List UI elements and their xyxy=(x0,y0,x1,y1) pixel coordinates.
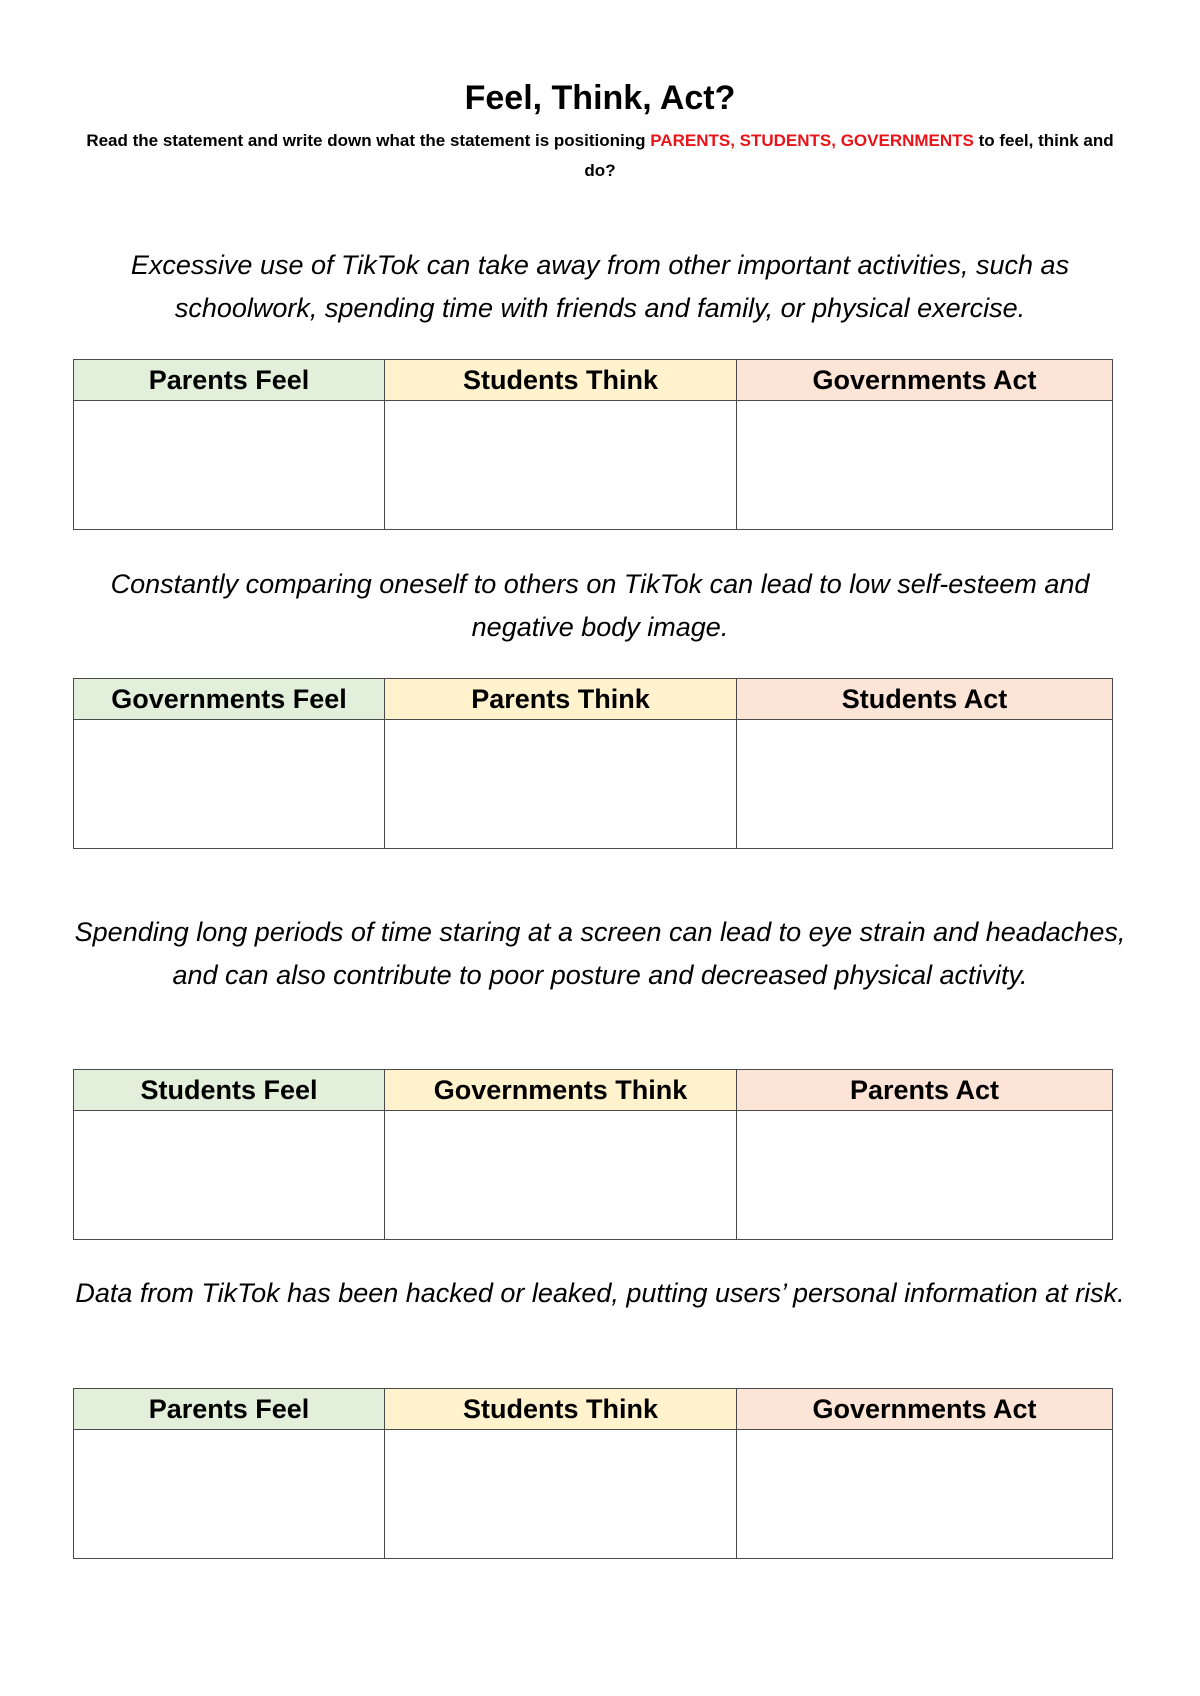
answer-cell-act[interactable] xyxy=(737,720,1113,849)
answer-cell-feel[interactable] xyxy=(74,1430,385,1559)
answer-cell-feel[interactable] xyxy=(74,720,385,849)
answer-cell-think[interactable] xyxy=(385,401,737,530)
table-answer-row xyxy=(74,1111,1113,1240)
instructions-text-start: Read the statement and write down what the statement is positioning xyxy=(86,131,651,150)
column-header-act: Parents Act xyxy=(737,1070,1113,1111)
statement-3: Spending long periods of time staring at a screen can lead to eye strain and headaches, and can also contribute to poor posture and decreased physical activity. xyxy=(74,917,1126,990)
answer-cell-think[interactable] xyxy=(385,1111,737,1240)
answer-cell-feel[interactable] xyxy=(74,1111,385,1240)
column-header-feel: Parents Feel xyxy=(74,1389,385,1430)
column-header-act: Governments Act xyxy=(737,1389,1113,1430)
page-title: Feel, Think, Act? xyxy=(464,79,736,117)
instructions-highlight: PARENTS, STUDENTS, GOVERNMENTS xyxy=(650,131,974,150)
column-header-feel: Governments Feel xyxy=(74,679,385,720)
table-header-row xyxy=(74,1070,1113,1111)
column-header-act: Students Act xyxy=(737,679,1113,720)
column-header-think: Parents Think xyxy=(385,679,737,720)
answer-cell-think[interactable] xyxy=(385,1430,737,1559)
table-header-row xyxy=(74,679,1113,720)
answer-cell-think[interactable] xyxy=(385,720,737,849)
answer-cell-act[interactable] xyxy=(737,1111,1113,1240)
answer-cell-act[interactable] xyxy=(737,401,1113,530)
column-header-act: Governments Act xyxy=(737,360,1113,401)
answer-cell-act[interactable] xyxy=(737,1430,1113,1559)
statement-1: Excessive use of TikTok can take away from other important activities, such as schoolwork, spending time with friends and family, or physical exercise. xyxy=(130,250,1070,323)
instructions xyxy=(80,126,1120,186)
column-header-think: Students Think xyxy=(385,1389,737,1430)
column-header-feel: Students Feel xyxy=(74,1070,385,1111)
table-answer-row xyxy=(74,401,1113,530)
table-answer-row xyxy=(74,1430,1113,1559)
table-header-row xyxy=(74,360,1113,401)
table-answer-row xyxy=(74,720,1113,849)
table-header-row xyxy=(74,1389,1113,1430)
answer-cell-feel[interactable] xyxy=(74,401,385,530)
statement-4: Data from TikTok has been hacked or leaked, putting users’ personal information at risk. xyxy=(75,1278,1125,1308)
response-table-1 xyxy=(73,359,1113,530)
response-table-3 xyxy=(73,1069,1113,1240)
statement-2: Constantly comparing oneself to others on TikTok can lead to low self-esteem and negative body image. xyxy=(110,569,1090,642)
column-header-think: Governments Think xyxy=(385,1070,737,1111)
column-header-feel: Parents Feel xyxy=(74,360,385,401)
response-table-2 xyxy=(73,678,1113,849)
response-table-4 xyxy=(73,1388,1113,1559)
column-header-think: Students Think xyxy=(385,360,737,401)
instructions-text-end: to feel, think and do? xyxy=(584,131,1114,180)
